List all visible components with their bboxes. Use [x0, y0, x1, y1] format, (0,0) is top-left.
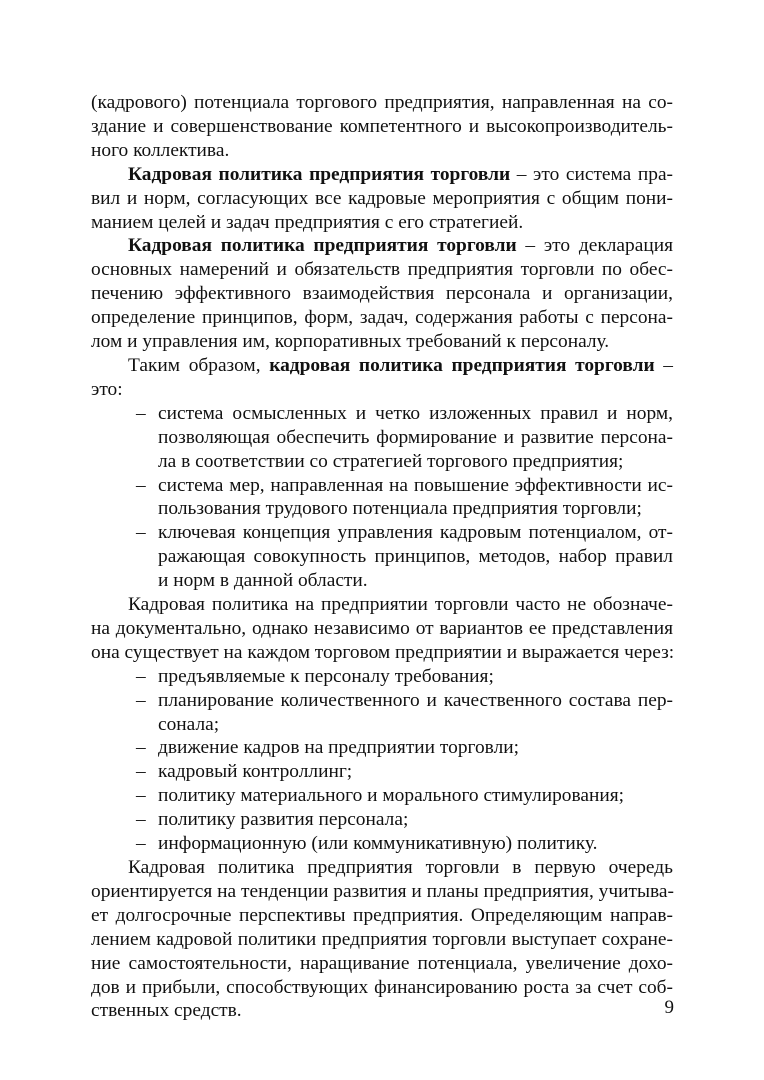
list-dash: –: [136, 761, 146, 783]
text-line: [91, 234, 673, 258]
list-dash: –: [136, 665, 146, 687]
paragraph-documentation: [91, 593, 673, 665]
text-line: [91, 163, 673, 187]
list-item: [91, 665, 673, 689]
text-line: дов и прибыли, способствующих финансированию роста за счет соб-: [91, 976, 673, 998]
list-dash: –: [136, 809, 146, 831]
list-dash: –: [136, 402, 146, 424]
term-bold: кадровая политика предприятия торговли: [269, 354, 655, 376]
text-line: кадровый контроллинг;: [158, 761, 353, 783]
list-item: [91, 521, 673, 593]
text-line: ет долгосрочные перспективы предприятия. Определяющим направ-: [91, 904, 673, 926]
list-item: [91, 808, 673, 832]
text-line: планирование количественного и качественного состава пер-: [158, 689, 673, 711]
text-line: пользования трудового потенциала предприятия торговли;: [158, 498, 642, 520]
text-span: – это декларация: [516, 235, 673, 257]
term-bold: Кадровая политика предприятия торговли: [128, 163, 511, 185]
text-line: информационную (или коммуникативную) политику.: [158, 833, 598, 855]
text-line: система осмысленных и четко изложенных правил и норм,: [158, 402, 673, 424]
text-span: –: [654, 354, 673, 376]
list-item: [91, 736, 673, 760]
text-line: (кадрового) потенциала торгового предприятия, направленная на со-: [91, 92, 673, 113]
list-dash: –: [136, 689, 146, 711]
text-line: сонала;: [158, 713, 220, 735]
term-bold: Кадровая политика предприятия торговли: [128, 235, 517, 257]
definition-list: [91, 402, 673, 593]
text-line: ние самостоятельности, наращивание потенциала, увеличение дохо-: [91, 952, 673, 974]
text-line: основных намерений и обязательств предприятия торговли по обес-: [91, 259, 673, 281]
text-line: движение кадров на предприятии торговли;: [158, 737, 520, 759]
text-line: здание и совершенствование компетентного и высокопроизводитель-: [91, 115, 673, 137]
text-line: ственных средств.: [91, 1000, 242, 1022]
text-line: она существует на каждом торговом предприятии и выражается через:: [91, 641, 675, 663]
text-line: [91, 354, 673, 378]
text-line: манием целей и задач предприятия с его стратегией.: [91, 211, 524, 233]
text-line: политику развития персонала;: [158, 809, 409, 831]
paragraph-definition-1: [91, 163, 673, 235]
text-line: лом и управления им, корпоративных требований к персоналу.: [91, 331, 610, 353]
paragraph-summary: [91, 354, 673, 402]
text-line: Кадровая политика предприятия торговли в первую очередь: [128, 857, 673, 878]
text-line: политику материального и морального стимулирования;: [158, 785, 625, 807]
policy-elements-list: [91, 665, 673, 856]
text-span: – это система пра-: [510, 163, 674, 185]
text-line: позволяющая обеспечить формирование и развитие персона-: [158, 426, 673, 448]
text-line: ражающая совокупность принципов, методов, набор правил: [158, 546, 673, 568]
text-line: печению эффективного взаимодействия персонала и организации,: [91, 283, 673, 305]
text-line: на документально, однако независимо от вариантов ее представления: [91, 617, 673, 639]
text-line: лением кадровой политики предприятия торговли выступает сохране-: [91, 928, 673, 950]
text-line: определение принципов, форм, задач, содержания работы с персона-: [91, 307, 673, 329]
text-line: это:: [91, 378, 123, 400]
paragraph-continuation: [91, 91, 673, 163]
text-line: ного коллектива.: [91, 139, 230, 161]
text-line: вил и норм, согласующих все кадровые мероприятия с общим пони-: [91, 187, 673, 209]
text-line: ориентируется на тенденции развития и планы предприятия, учитыва-: [91, 880, 674, 902]
body-text: [91, 91, 673, 1023]
list-dash: –: [136, 785, 146, 807]
list-dash: –: [136, 474, 146, 496]
text-span: Таким образом,: [128, 354, 270, 376]
paragraph-definition-2: [91, 234, 673, 354]
text-line: Кадровая политика на предприятии торговли часто не обозначе-: [128, 594, 673, 616]
list-item: [91, 689, 673, 737]
list-item: [91, 402, 673, 474]
list-item: [91, 832, 673, 856]
list-item: [91, 474, 673, 522]
paragraph-orientation: [91, 856, 673, 1023]
list-dash: –: [136, 833, 146, 855]
list-item: [91, 784, 673, 808]
list-dash: –: [136, 522, 146, 544]
list-dash: –: [136, 737, 146, 759]
text-line: ключевая концепция управления кадровым потенциалом, от-: [158, 522, 673, 544]
text-line: предъявляемые к персоналу требования;: [158, 665, 494, 687]
page-number: 9: [664, 997, 674, 1018]
list-item: [91, 760, 673, 784]
text-line: система мер, направленная на повышение эффективности ис-: [158, 474, 673, 496]
text-line: и норм в данной области.: [158, 570, 368, 592]
text-line: ла в соответствии со стратегией торгового предприятия;: [158, 450, 624, 472]
